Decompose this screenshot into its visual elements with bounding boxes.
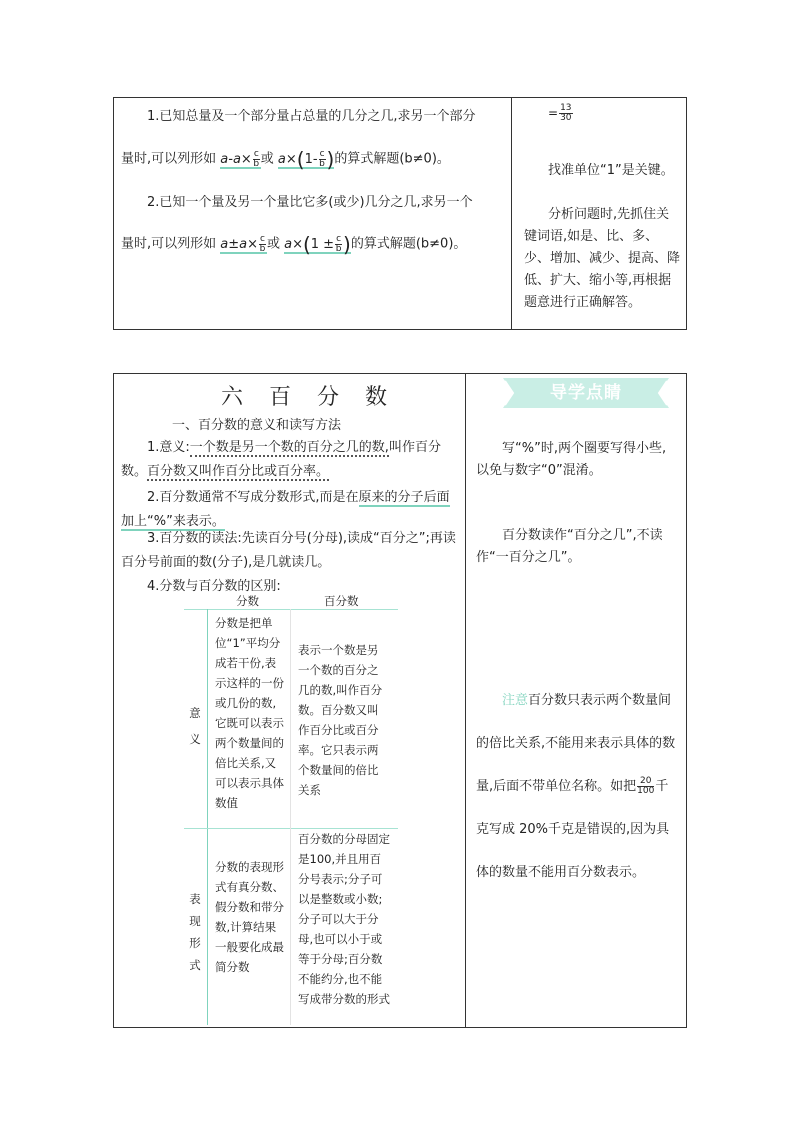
top-paragraph-1-line2 [121, 148, 501, 171]
formula-b [277, 147, 335, 171]
chapter-title: 六 百 分 数 [220, 385, 389, 410]
fraction-den: b [259, 243, 266, 254]
guide-note-caution [476, 679, 680, 894]
item-2-highlight-1: 原来的分子 [358, 490, 424, 505]
fraction-c-b-4 [335, 235, 342, 254]
fraction-num: 20 [637, 777, 654, 787]
table-left-rule [207, 609, 208, 1025]
side-fraction-result [548, 104, 574, 123]
fraction-c-b [253, 150, 260, 169]
row1-fraction-cell: 分数是把单位“1”平均分成若干份,表示这样的一份或几份的数,它既可以表示两个数量间的倍比关系,又可以表示具体数值 [215, 616, 284, 810]
formula-d-expr: a× [284, 236, 303, 252]
item-3: 3.百分数的读法:先读百分号(分母),读成“百分之”;再读百分号前面的数(分子),是几就读几。 [121, 531, 456, 570]
equals-sign: = [548, 106, 559, 120]
fraction-den: b [319, 158, 325, 169]
caution-text-b: 千克写成 20%千克是错误的,因为具体的数量不能用百分数表示。 [476, 779, 670, 880]
guide-note-percent-sign: 写“%”时,两个圈要写得小些,以免与数字“0”混淆。 [476, 441, 667, 478]
formula-d [284, 232, 351, 256]
fraction-num: c [253, 148, 259, 159]
formula-d-inner: 1 ± [310, 236, 335, 252]
item-2-highlight-2: 后面加上“%”来表示。 [121, 490, 450, 529]
item-2-text: 2.百分数通常不写成分数形式,而是在 [147, 490, 359, 505]
or-text: 或 [260, 151, 274, 167]
fraction-den: b [253, 158, 260, 169]
formula-b-inner: 1- [304, 151, 318, 167]
table-col-rule [290, 609, 291, 1025]
guide-note-reading: 百分数读作“百分之几”,不读作“一百分之几”。 [476, 528, 663, 565]
table-header-fraction: 分数 [236, 594, 259, 608]
or-text: 或 [266, 236, 280, 252]
paren-right: ) [343, 232, 351, 256]
top-paragraph-2 [121, 192, 501, 214]
item-1-alias: 百分数又叫作百分比或百分率。 [147, 464, 330, 479]
fraction-20-100 [637, 777, 654, 796]
row-label-meaning: 意义 [189, 706, 201, 746]
top-p1-line2-text: 量时,可以列形如 [121, 151, 217, 167]
formula-tail: 的算式解题(b≠0)。 [334, 151, 450, 167]
fraction-den: b [335, 243, 342, 254]
top-box-divider [511, 97, 512, 330]
side-note-analysis: 分析问题时,先抓住关键词语,如是、比、多、少、增加、减少、提高、降低、扩大、缩小等,再根据题意进行正确解答。 [524, 207, 681, 310]
table-header-percent: 百分数 [324, 594, 359, 608]
fraction-num: 13 [560, 103, 572, 113]
formula-a-expr: a-a× [220, 151, 252, 167]
formula-c [220, 233, 267, 254]
formula-a [220, 148, 260, 169]
guide-banner-title: 导学点睛 [550, 383, 622, 403]
formula-c-expr: a±a× [220, 236, 258, 252]
row2-fraction-cell: 分数的表现形式有真分数、假分数和带分数,计算结果一般要化成最简分数 [215, 860, 284, 974]
fraction-13-30 [559, 104, 572, 123]
fraction-c-b-2 [319, 150, 326, 169]
section-heading: 一、百分数的意义和读写方法 [172, 418, 342, 433]
paren-left: ( [296, 147, 305, 171]
item-1-prefix: 1.意义: [147, 440, 190, 455]
top-paragraph-1 [121, 106, 501, 128]
caution-text-a: 百分数只表示两个数量间的倍比关系,不能用来表示具体的数量,后面不带单位名称。如把 [476, 693, 676, 794]
fraction-num: c [336, 233, 342, 244]
paren-left: ( [302, 232, 311, 256]
fraction-num: c [319, 148, 325, 159]
item-1 [121, 436, 457, 484]
formula-b-expr: a× [277, 151, 297, 167]
paren-right: ) [326, 147, 335, 171]
guide-banner [503, 378, 669, 408]
top-paragraph-2-line2 [121, 233, 501, 256]
table-top-rule [184, 609, 398, 610]
item-4: 4.分数与百分数的区别: [147, 579, 281, 594]
fraction-num: c [260, 233, 265, 244]
top-p2-line2-text: 量时,可以列形如 [121, 236, 217, 252]
formula-tail: 的算式解题(b≠0)。 [350, 236, 467, 252]
fraction-den: 30 [560, 113, 572, 123]
item-1-mid: 叫作百分数。 [121, 440, 441, 479]
caution-label: 注意 [502, 693, 529, 708]
fraction-den: 100 [637, 786, 655, 796]
item-1-definition: 一个数是另一个数的百分之几的数, [189, 440, 389, 455]
side-note-unit: 找准单位“1”是关键。 [548, 163, 674, 178]
row-label-form: 表现形式 [189, 892, 201, 972]
row1-percent-cell: 表示一个数是另一个数的百分之几的数,叫作百分数。百分数又叫作百分比或百分率。它只表示两个数量间的倍比关系 [298, 643, 383, 797]
row2-percent-cell: 百分数的分母固定是100,并且用百分号表示;分子可以是整数或小数;分子可以大于分母,也可以小于或等于分母;百分数不能约分,也不能写成带分数的形式 [298, 832, 390, 1006]
fraction-c-b-3 [259, 235, 266, 254]
top-p1-line1: 1.已知总量及一个部分量占总量的几分之几,求另一个部分 [147, 109, 476, 124]
top-p2-line1: 2.已知一个量及另一个量比它多(或少)几分之几,求另一个 [147, 195, 473, 210]
chapter-box-divider [465, 373, 466, 1028]
